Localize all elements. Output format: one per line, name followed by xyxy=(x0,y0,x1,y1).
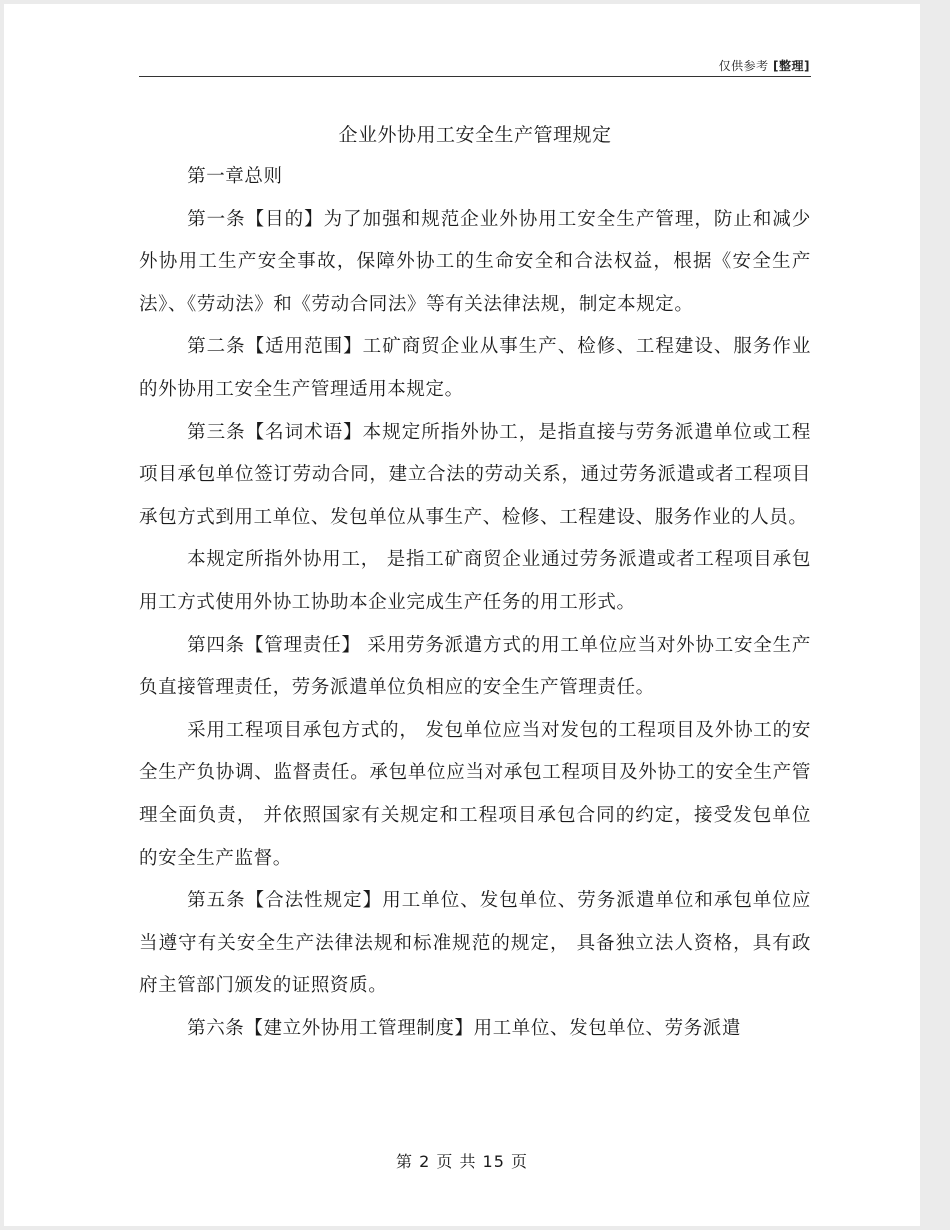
document-body xyxy=(139,156,811,1050)
paragraph: 第四条【管理责任】 采用劳务派遣方式的用工单位应当对外协工安全生产负直接管理责任，劳务派遣单位负相应的安全生产管理责任。 xyxy=(139,634,811,699)
header-tag: [整理] xyxy=(773,59,810,73)
document-page xyxy=(4,4,920,1226)
document-title: 企业外协用工安全生产管理规定 xyxy=(338,124,612,146)
page-footer xyxy=(4,1149,920,1172)
paragraph: 第三条【名词术语】本规定所指外协工，是指直接与劳务派遣单位或工程项目承包单位签订劳动合同，建立合法的劳动关系，通过劳务派遣或者工程项目承包方式到用工单位、发包单位从事生产、检修、工程建设、服务作业的人员。 xyxy=(139,421,811,528)
paragraph: 本规定所指外协用工， 是指工矿商贸企业通过劳务派遣或者工程项目承包用工方式使用外协工协助本企业完成生产任务的用工形式。 xyxy=(139,549,811,613)
footer-prefix: 第 xyxy=(395,1152,413,1171)
total-page-count: 15 xyxy=(482,1152,505,1171)
footer-suffix: 页 xyxy=(511,1152,529,1171)
header-note-text: 仅供参考 xyxy=(718,59,769,73)
header-divider xyxy=(139,76,811,77)
paragraph: 采用工程项目承包方式的， 发包单位应当对发包的工程项目及外协工的安全生产负协调、监督责任。承包单位应当对承包工程项目及外协工的安全生产管理全面负责， 并依照国家有关规定和工程项目承包合同的约定，接受发包单位的安全生产监督。 xyxy=(139,719,811,869)
header-note xyxy=(719,57,810,74)
paragraph: 第二条【适用范围】工矿商贸企业从事生产、检修、工程建设、服务作业的外协用工安全生产管理适用本规定。 xyxy=(139,336,811,400)
paragraph: 第六条【建立外协用工管理制度】用工单位、发包单位、劳务派遣 xyxy=(187,1017,741,1039)
chapter-heading: 第一章总则 xyxy=(187,166,283,187)
footer-middle: 页 共 xyxy=(436,1152,477,1171)
current-page-number: 2 xyxy=(419,1152,431,1171)
paragraph: 第一条【目的】为了加强和规范企业外协用工安全生产管理，防止和减少外协用工生产安全事故，保障外协工的生命安全和合法权益，根据《安全生产法》、《劳动法》和《劳动合同法》等有关法律法规，制定本规定。 xyxy=(139,208,811,315)
paragraph: 第五条【合法性规定】用工单位、发包单位、劳务派遣单位和承包单位应当遵守有关安全生产法律法规和标准规范的规定， 具备独立法人资格，具有政府主管部门颁发的证照资质。 xyxy=(139,890,811,997)
